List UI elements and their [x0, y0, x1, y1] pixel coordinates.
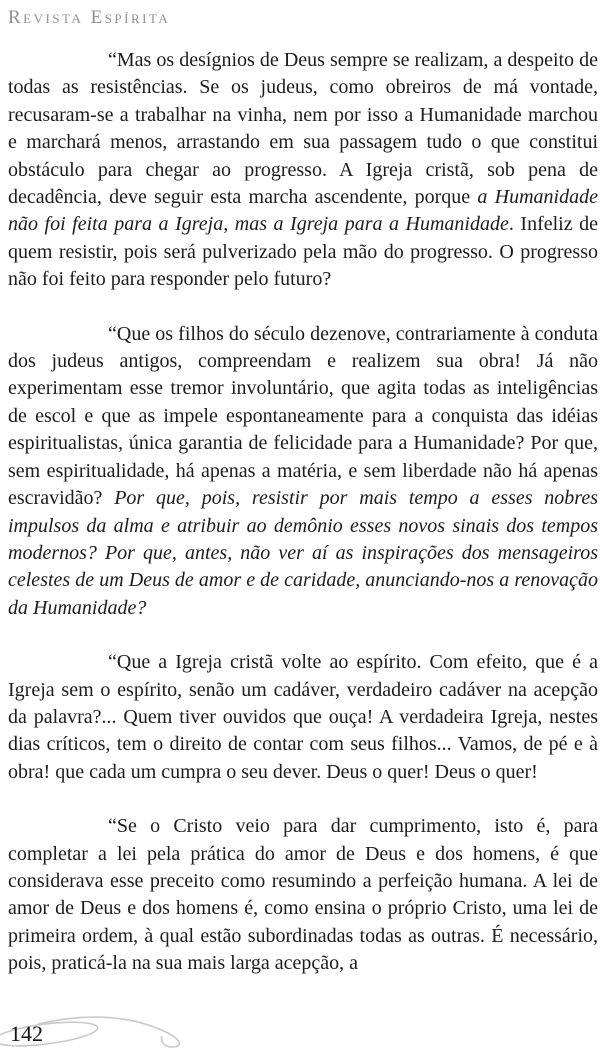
italic-text-segment: a Humanidade não foi feita para a Igreja, mas a Igreja para a Humanidade — [8, 186, 598, 236]
paragraph — [8, 321, 598, 622]
page-number: 142 — [10, 1021, 43, 1046]
paragraph — [8, 649, 598, 786]
text-segment: “Mas os desígnios de Deus sempre se realizam, a despeito de todas as resistências. Se os judeus, como obreiros de má vontade, recusaram-se a trabalhar na vinha, nem por isso a Humanidade marchou e marchará menos, arrastando em sua passagem tudo o que constitui obstáculo para chegar ao progresso. A Igreja cristã, sob pena de decadência, deve seguir esta marcha ascendente, porque — [8, 49, 598, 209]
paragraph — [8, 813, 598, 977]
text-segment: . Infeliz de quem resistir, pois será pulverizado pela mão do progresso. O progresso não foi feito para responder pelo futuro? — [8, 213, 598, 291]
paragraph — [8, 47, 598, 294]
text-segment: “Que a Igreja cristã volte ao espírito. Com efeito, que é a Igreja sem o espírito, senão um cadáver, verdadeiro cadáver na acepção da palavra?... Quem tiver ouvidos que ouça! A verdadeira Igreja, nestes dias críticos, tem o direito de contar com seus filhos... Vamos, de pé e à obra! que cada um cumpra o seu dever. Deus o quer! Deus o quer! — [8, 651, 598, 783]
italic-text-segment: Por que, pois, resistir por mais tempo a esses nobres impulsos da alma e atribuir ao demônio esses novos sinais dos tempos modernos? Por que, antes, não ver aí as inspirações dos mensageiros celestes de um Deus de amor e de caridade, anunciando-nos a renovação da Humanidade? — [8, 487, 599, 619]
text-block — [8, 47, 598, 978]
running-header: Revista Espírita — [8, 7, 171, 28]
page-footer — [0, 1007, 607, 1055]
text-segment: “Que os filhos do século dezenove, contrariamente à conduta dos judeus antigos, compreendam e realizem sua obra! Já não experimentam esse tremor involuntário, que agita todas as inteligências de escol e que as impele espontaneamente para a conquista das idéias espiritualistas, única garantia de felicidade para a Humanidade? Por que, sem espiritualidade, há apenas a matéria, e sem liberdade não há apenas escravidão? — [8, 322, 598, 510]
text-segment: “Se o Cristo veio para dar cumprimento, isto é, para completar a lei pela prática do amor de Deus e dos homens, é que considerava esse preceito como resumindo a perfeição humana. A lei de amor de Deus e dos homens é, como ensina o próprio Cristo, uma lei de primeira ordem, à qual estão subordinadas todas as outras. É necessário, pois, praticá-la na sua mais larga acepção, a — [8, 815, 598, 975]
